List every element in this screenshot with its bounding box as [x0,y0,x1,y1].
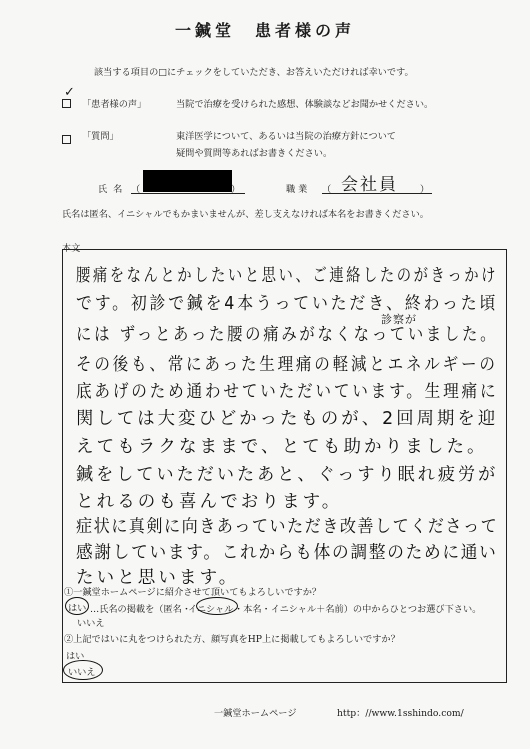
handwriting-line: 底あげのため通わせていただいています。生理痛に [76,382,499,402]
checkbox-box [62,135,71,144]
q1-yes[interactable]: はい [68,603,87,614]
q1-selected-choice[interactable]: イニシャル [188,604,234,615]
question-2: ②上記ではいに丸をつけられた方、顔写真をHP上に掲載してもよろしいですか？ [64,634,400,645]
handwriting-line: 症状に真剣に向きあっていただき改善してくださって [76,517,499,537]
handwriting-line: とれるのも喜んでおります。 [76,492,343,512]
handwriting-line: 感謝しています。これからも体の調整のために通い [76,543,498,563]
handwriting-line: です。初診で鍼を4本うっていただき、終わった頃 [76,294,499,314]
name-paren-close: ） [231,184,241,195]
handwriting-line: には ずっとあった腰の痛みがなくなっていました。 [76,325,499,345]
checkbox-box [62,99,71,108]
q1-detail-suffix: ・本名・イニシャル＋名前）の中からひとつお選び下さい。 [234,604,482,615]
q2-no[interactable]: いいえ [68,667,96,678]
handwriting-line: 鍼をしていただいたあと、ぐっすり眠れ疲労が [76,465,499,485]
q2-yes[interactable]: はい [66,651,85,662]
redacted-name [143,170,232,192]
occupation-paren-open: （ [322,184,332,195]
name-note: 氏名は匿名、イニシャルでもかまいませんが、差し支えなければ本名をお書きください。 [62,209,429,220]
occupation-paren-close: ） [420,184,430,195]
checkbox-question[interactable] [62,129,71,148]
handwriting-line: 腰痛をなんとかしたいと思い、ご連絡したのがきっかけ [76,266,498,286]
check-mark: ✓ [64,85,75,100]
occupation-underline [322,193,432,194]
q1-no[interactable]: いいえ [77,618,105,629]
name-paren-open: （ [131,184,141,195]
handwriting-line: その後も、常にあった生理痛の軽減とエネルギーの [76,355,498,375]
checkbox-voice[interactable] [62,85,75,112]
document-title: 一鍼堂 患者様の声 [174,21,355,40]
option-label-question: 「質問」 [82,131,119,142]
handwriting-line: 関しては大変ひどかったものが、2回周期を迎 [76,409,499,429]
q1-detail-prefix: …氏名の掲載を（匿名・ [90,604,192,615]
option-desc-question-2: 疑問や質問等あればお書きください。 [176,148,333,159]
name-label: 氏名 [98,184,129,195]
handwriting-insert: 診察が [381,313,417,326]
handwriting-line: えてもラクなままで、とても助かりました。 [76,437,488,457]
question-1: ①一鍼堂ホームページに紹介させて頂いてもよろしいですか？ [64,587,322,598]
occupation-label: 職業 [286,184,311,195]
body-label: 本文 [62,243,81,254]
option-desc-voice: 当院で治療を受けられた感想、体験談などお聞かせください。 [176,99,434,110]
footer-label: 一鍼堂ホームページ [214,708,297,719]
intro-text: 該当する項目の□にチェックをしていただき、お答えいただければ幸いです。 [94,67,414,78]
occupation-value: 会社員 [341,175,398,195]
handwriting-line: たいと思います。 [76,568,240,588]
option-desc-question-1: 東洋医学について、あるいは当院の治療方針について [176,131,396,142]
option-label-voice: 「患者様の声」 [82,99,147,110]
name-underline [131,193,245,194]
footer-url[interactable]: http：//www.1sshindo.com/ [337,708,464,719]
